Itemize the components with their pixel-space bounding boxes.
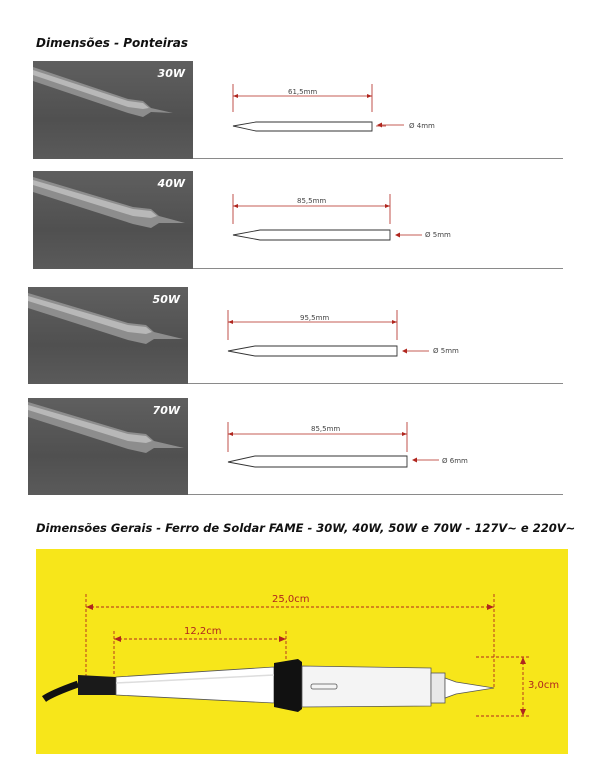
section-title-tips: Dimensões - Ponteiras — [36, 36, 188, 50]
row-baseline — [188, 494, 563, 495]
tip-photo — [28, 287, 188, 384]
section-title-general: Dimensões Gerais - Ferro de Soldar FAME - 30W, 40W, 50W e 70W - 127V~ e 220V~ — [36, 521, 576, 535]
row-baseline — [193, 268, 563, 269]
tip-length-label: 95,5mm — [300, 314, 330, 322]
tip-length-label: 85,5mm — [311, 425, 341, 433]
height-label: 3,0cm — [528, 680, 560, 691]
tip-diameter-label: Ø 6mm — [442, 457, 468, 465]
tip-wattage: 40W — [157, 177, 185, 190]
tip-diameter-label: Ø 5mm — [433, 347, 459, 355]
arrow-left-icon — [394, 230, 424, 240]
arrow-left-icon — [376, 120, 406, 130]
row-baseline — [188, 383, 563, 384]
tip-length-label: 61,5mm — [288, 88, 318, 96]
tip-wattage: 50W — [152, 293, 180, 306]
soldering-iron-diagram-icon — [36, 549, 568, 754]
row-baseline — [193, 158, 563, 159]
tip-wattage: 70W — [152, 404, 180, 417]
tip-photo — [28, 398, 188, 495]
handle-length-label: 12,2cm — [184, 626, 222, 637]
tip-length-label: 85,5mm — [297, 197, 327, 205]
tip-wattage: 30W — [157, 67, 185, 80]
tip-photo — [33, 61, 193, 159]
general-dimensions-panel — [36, 549, 568, 754]
tip-photo — [33, 171, 193, 269]
total-length-label: 25,0cm — [272, 594, 310, 605]
tip-diameter-label: Ø 5mm — [425, 231, 451, 239]
arrow-left-icon — [401, 346, 431, 356]
tip-diameter-label: Ø 4mm — [409, 122, 435, 130]
arrow-left-icon — [411, 455, 441, 465]
